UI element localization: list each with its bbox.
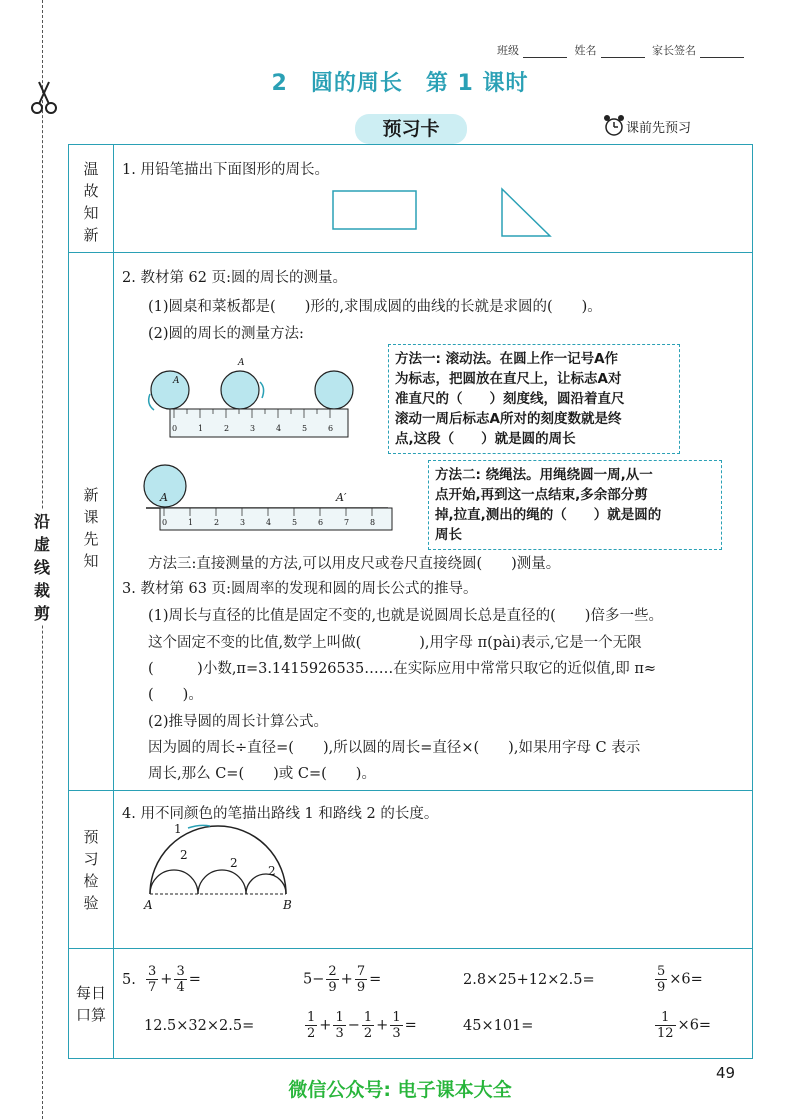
student-info-header [497,42,748,58]
question-3-line-1: (1)周长与直径的比值是固定不变的,也就是说圆周长总是直径的( )倍多一些。 [148,608,663,624]
preview-tag: 课前先预习 [626,121,692,136]
point-a-prime-label: A′ [336,491,347,504]
point-b-route: B [283,898,292,912]
point-a-label-1: A [173,376,180,386]
method-3-text: 方法三:直接测量的方法,可以用皮尺或卷尺直接绕圆( )测量。 [148,556,561,572]
label-column-divider [113,144,114,1058]
route-figure [140,822,300,902]
point-a-label-2: A [238,358,245,368]
question-4-title: 4. 用不同颜色的笔描出路线 1 和路线 2 的长度。 [122,806,439,822]
cut-label: 沿虚线裁剪 [28,510,56,625]
question-3-title: 3. 教材第 63 页:圆周率的发现和圆的周长公式的推导。 [122,581,478,597]
calc-expression-2: 5− $\frac{2}{9}$ + $\frac{7}{9}$ = [303,964,382,995]
name-label: 姓名 [574,44,597,57]
point-a-route: A [144,898,153,912]
triangle-shape[interactable] [502,189,550,236]
question-2-part-1: (1)圆桌和菜板都是( )形的,求围成圆的曲线的长就是求圆的( )。 [148,299,602,315]
section-label-check: 预习检验 [83,828,99,912]
rectangle-shape[interactable] [333,191,416,229]
question-1: 1. 用铅笔描出下面图形的周长。 [122,162,329,178]
footer-watermark: 微信公众号: 电子课本大全 [288,1079,512,1101]
route-2-arc-2[interactable] [198,870,246,894]
route-2-label-1: 2 [180,848,188,862]
point-a-label-3: A [160,491,168,504]
question-3-line-4: ( )。 [148,687,203,703]
calc-expression-8: $\frac{1}{12}$ ×6= [657,1010,712,1041]
class-label: 班级 [497,44,519,57]
route-2-arc-3[interactable] [246,874,286,894]
calc-expression-4: $\frac{5}{9}$ ×6= [657,964,703,995]
route-2-label-3: 2 [268,864,276,878]
route-1-label: 1 [174,822,182,836]
calc-expression-7: 45×101= [463,1018,534,1034]
question-2-title: 2. 教材第 62 页:圆的周长的测量。 [122,270,347,286]
calc-expression-6: $\frac{1}{2}$ + $\frac{1}{3}$ − $\frac{1}{2}$ + $\frac{1}{3}$ = [307,1010,417,1041]
preview-card-badge: 预习卡 [355,114,467,144]
calc-expression-1: $\frac{3}{7}$ + $\frac{3}{4}$ = [148,964,201,995]
name-field[interactable] [601,57,645,58]
alarm-clock-icon [603,114,625,138]
row-divider-2 [68,790,753,791]
question-3-line-3: ( )小数,π=3.1415926535……在实际应用中常常只取它的近似值,即 π≈ [148,661,657,677]
row-divider-1 [68,252,753,253]
route-1-arc[interactable] [150,826,286,894]
method-1-box: 方法一: 滚动法。在圆上作一记号A作 为标志，把圆放在直尺上，让标志A对 准直尺的（ ）刻度线，圆沿着直尺 滚动一周后标志A所对的刻度数就是终 点,这段（ ）就是圆的周长 [388,344,680,454]
question-3-line-6: 因为圆的周长÷直径=( ),所以圆的周长=直径×( ),如果用字母 C 表示 [148,740,641,756]
page-number: 49 [716,1064,736,1082]
calc-expression-5: 12.5×32×2.5= [144,1018,255,1034]
question-3-line-5: (2)推导圆的周长计算公式。 [148,714,329,730]
question-3-line-2: 这个固定不变的比值,数学上叫做( ),用字母 π(pài)表示,它是一个无限 [148,635,642,651]
section-label-new: 新课先知 [83,486,99,570]
parent-signature-field[interactable] [700,57,744,58]
question-3-line-7: 周长,那么 C=( )或 C=( )。 [148,766,376,782]
section-label-daily: 每日口算 [75,984,106,1024]
parent-signature-label: 家长签名 [652,44,696,57]
page-title: 2 圆的周长 第 1 课时 [271,71,529,96]
class-field[interactable] [523,57,567,58]
question-5-number: 5. [122,972,136,988]
row-divider-3 [68,948,753,949]
q1-shapes [330,186,560,242]
calc-expression-3: 2.8×25+12×2.5= [463,972,595,988]
route-2-arc-1[interactable] [150,870,198,894]
method-2-box: 方法二: 绕绳法。用绳绕圆一周,从一 点开始,再到这一点结束,多余部分剪 掉,拉直,测出的绳的（ ）就是圆的 周长 [428,460,722,550]
section-label-review: 温故知新 [83,160,99,244]
question-2-part-2: (2)圆的周长的测量方法: [148,326,304,342]
route-2-label-2: 2 [230,856,238,870]
